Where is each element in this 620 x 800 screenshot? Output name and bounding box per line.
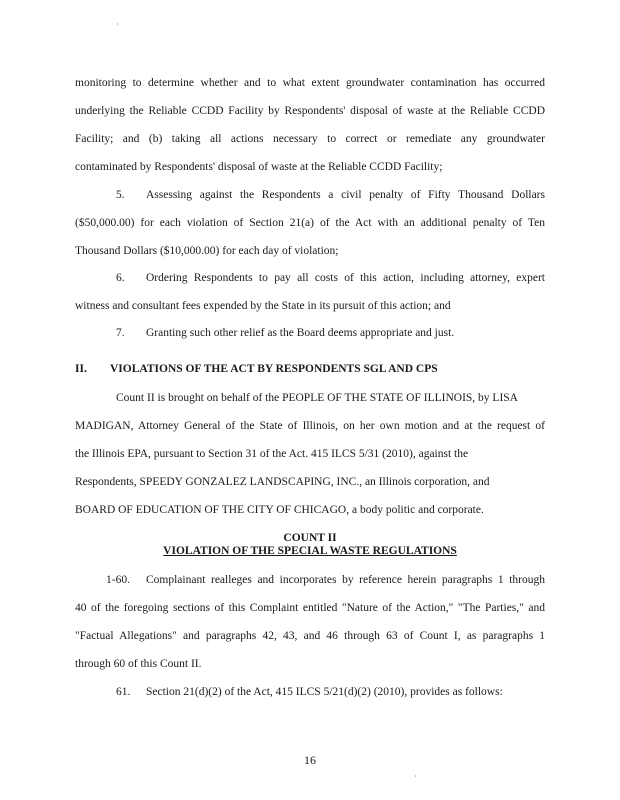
paragraph-number: 1-60. — [106, 574, 130, 586]
item-number: 5. — [116, 189, 125, 201]
count-intro-line: BOARD OF EDUCATION OF THE CITY OF CHICAGO, a body politic and corporate. — [75, 504, 484, 516]
count-intro-line: Count II is brought on behalf of the PEOPLE OF THE STATE OF ILLINOIS, by LISA — [116, 392, 518, 404]
paragraph-line: "Factual Allegations" and paragraphs 42, 43, and 46 through 63 of Count I, as paragraphs 1 — [75, 630, 545, 642]
paragraph-line: through 60 of this Count II. — [75, 658, 202, 670]
scan-speck: · — [116, 20, 119, 29]
body-line: monitoring to determine whether and to what extent groundwater contamination has occurred — [75, 77, 545, 89]
section-roman: II. — [75, 363, 87, 375]
body-line: contaminated by Respondents' disposal of waste at the Reliable CCDD Facility; — [75, 161, 443, 173]
item-number: 7. — [116, 327, 125, 339]
paragraph-line: Complainant realleges and incorporates by reference herein paragraphs 1 through — [146, 574, 545, 586]
count-intro-line: Respondents, SPEEDY GONZALEZ LANDSCAPING, INC., an Illinois corporation, and — [75, 476, 490, 488]
item-line: Assessing against the Respondents a civil penalty of Fifty Thousand Dollars — [146, 189, 545, 201]
page-number: 16 — [304, 753, 316, 767]
section-title: VIOLATIONS OF THE ACT BY RESPONDENTS SGL AND CPS — [110, 363, 438, 375]
count-intro-line: MADIGAN, Attorney General of the State of Illinois, on her own motion and at the request of — [75, 420, 545, 432]
count-intro-line: the Illinois EPA, pursuant to Section 31 of the Act. 415 ILCS 5/31 (2010), against the — [75, 448, 469, 460]
item-number: 6. — [116, 272, 125, 284]
paragraph-number: 61. — [116, 686, 131, 698]
count-subheading: VIOLATION OF THE SPECIAL WASTE REGULATIONS — [163, 545, 457, 557]
paragraph-line: 40 of the foregoing sections of this Complaint entitled "Nature of the Action," "The Parties," and — [75, 602, 545, 614]
paragraph-line: Section 21(d)(2) of the Act, 415 ILCS 5/21(d)(2) (2010), provides as follows: — [146, 686, 503, 698]
item-line: witness and consultant fees expended by the State in its pursuit of this action; and — [75, 300, 451, 312]
count-heading: COUNT II — [283, 532, 337, 544]
scan-speck: · — [414, 772, 417, 781]
item-line: ($50,000.00) for each violation of Section 21(a) of the Act with an additional penalty of Ten — [75, 217, 545, 229]
body-line: Facility; and (b) taking all actions necessary to correct or remediate any groundwater — [75, 133, 545, 145]
item-line: Thousand Dollars ($10,000.00) for each day of violation; — [75, 245, 339, 257]
item-line: Ordering Respondents to pay all costs of this action, including attorney, expert — [146, 272, 545, 284]
body-line: underlying the Reliable CCDD Facility by Respondents' disposal of waste at the Reliable CCDD — [75, 105, 545, 117]
item-line: Granting such other relief as the Board deems appropriate and just. — [146, 327, 455, 339]
